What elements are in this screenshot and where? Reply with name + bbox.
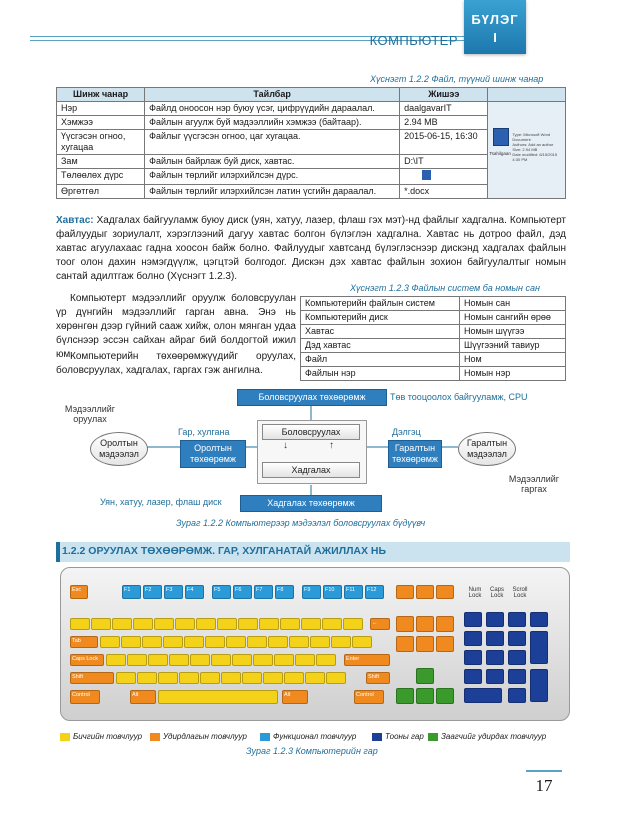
- legend-label: Тооны гар: [385, 732, 424, 741]
- store-box: Хадгалах: [262, 462, 360, 478]
- typing-key: [238, 618, 258, 630]
- legend-label: Функционал товчлуур: [273, 732, 357, 741]
- file-properties-screenshot: [488, 102, 566, 199]
- table-cell: 2015-06-15, 16:30: [400, 130, 488, 155]
- table-header-cell-empty: [488, 88, 566, 102]
- table-cell: Шүүгээний тавиур: [460, 339, 566, 353]
- right-shift-key: Shift: [366, 672, 390, 684]
- typing-key: [247, 636, 267, 648]
- typing-key: [295, 654, 315, 666]
- backspace-key: ←: [370, 618, 390, 630]
- storage-device-box: Хадгалах төхөөрөмж: [240, 495, 382, 512]
- typing-key: [211, 654, 231, 666]
- tab-key: Tab: [70, 636, 98, 648]
- left-shift-key: Shift: [70, 672, 114, 684]
- table-cell: Хавтас: [301, 325, 460, 339]
- filesystem-library-table: [300, 296, 566, 381]
- typing-key: [316, 654, 336, 666]
- page-number: 17: [526, 770, 562, 800]
- arrow-down-icon: ↓: [283, 440, 288, 451]
- table-cell: Номын сан: [460, 297, 566, 311]
- typing-key: [142, 636, 162, 648]
- table-cell: Файлын төрлийг илэрхийлсэн латин үсгийн дараалал.: [145, 185, 400, 199]
- left-control-key: Control: [70, 690, 100, 704]
- typing-key: [280, 618, 300, 630]
- numpad-key: [530, 631, 548, 664]
- legend-label: Бичгийн товчлуур: [73, 732, 143, 741]
- function-key: F11: [344, 585, 363, 599]
- function-key: F4: [185, 585, 204, 599]
- chapter-tab: [464, 0, 526, 54]
- typing-key: [163, 636, 183, 648]
- word-document-icon: [493, 128, 509, 146]
- function-key: F6: [233, 585, 252, 599]
- typing-key: [200, 672, 220, 684]
- caps-lock-key: Caps Lock: [70, 654, 104, 666]
- legend-label: Удирдлагын товчлуур: [163, 732, 247, 741]
- typing-key: [121, 636, 141, 648]
- output-device-box: Гаралтын төхөөрөмж: [388, 440, 442, 468]
- input-info-label: Мэдээллийг оруулах: [64, 404, 116, 424]
- table-header-cell: Жишээ: [400, 88, 488, 102]
- table-row: [301, 353, 566, 367]
- typing-key: [154, 618, 174, 630]
- file-properties-table: [56, 87, 566, 199]
- numpad-key: [508, 669, 526, 684]
- folder-definition: Хадгалах байгууламж буюу диск (уян, хатуу, лазер, флаш гэх мэт)-нд файлыг хадгална. Компьютерт файлуудыг зориулалт, хэрэглээний дагуу хавтас болгон бүлэглэн хадгална. Хавтас нь дотроо файл, дэд хавтас агуулахаас гадна хоосон байж болно. Файлуудыг хавтсанд бүлэглэснээр дискэнд хадгалах файлын тоог олон дахин нэмэгдүүлж, цэгцтэй болгодог. Дискэн дэх хавтас файлын зохион байгуулалтыг номын сантай адилтгаж болно (Хүснэгт 1.2.3).: [56, 215, 566, 282]
- typing-key: [133, 618, 153, 630]
- function-key: F5: [212, 585, 231, 599]
- typing-key: [196, 618, 216, 630]
- typing-key: [116, 672, 136, 684]
- table1-caption: Хүснэгт 1.2.2 Файл, түүний шинж чанар: [370, 74, 544, 84]
- legend-swatch: [60, 733, 70, 741]
- keyboard-caption: Зураг 1.2.3 Компьютерийн гар: [246, 746, 378, 756]
- typing-key: [284, 672, 304, 684]
- arrow-up-key: [416, 668, 434, 684]
- numpad-key: [464, 688, 502, 703]
- numpad-key: [530, 612, 548, 627]
- table-cell: 2.94 MB: [400, 116, 488, 130]
- typing-key: [310, 636, 330, 648]
- space-key: [158, 690, 278, 704]
- table-cell: Ном: [460, 353, 566, 367]
- function-key: F9: [302, 585, 321, 599]
- numpad-key: [486, 669, 504, 684]
- typing-key: [100, 636, 120, 648]
- table-cell: Номын сангийн өрөө: [460, 311, 566, 325]
- screenshot-line: Authors: Add an author: [512, 142, 554, 147]
- table-cell: Төлөөлөх дүрс: [57, 169, 145, 185]
- editing-key: [416, 616, 434, 632]
- numpad-key: [464, 631, 482, 646]
- typing-key: [226, 636, 246, 648]
- folder-paragraph: [56, 214, 566, 284]
- typing-key: [158, 672, 178, 684]
- table-header-row: [57, 88, 566, 102]
- typing-key: [331, 636, 351, 648]
- chapter-number: I: [493, 30, 497, 45]
- folder-term: Хавтас:: [56, 215, 94, 226]
- screenshot-line: Size: 2.94 MB: [512, 147, 538, 152]
- table-cell: D:\IT: [400, 155, 488, 169]
- typing-key: [322, 618, 342, 630]
- numpad-key: [464, 650, 482, 665]
- editing-key: [396, 636, 414, 652]
- legend-swatch: [428, 733, 438, 741]
- typing-key: [268, 636, 288, 648]
- lock-indicators: [466, 587, 530, 599]
- typing-key: [127, 654, 147, 666]
- table-cell: Файлын төрлийг илэрхийлсэн дүрс.: [145, 169, 400, 185]
- process-box: Боловсруулах: [262, 424, 360, 440]
- table-cell: Номын шүүгээ: [460, 325, 566, 339]
- numpad-key: [530, 669, 548, 702]
- table-cell: Компьютерийн файлын систем: [301, 297, 460, 311]
- table-cell: Компьютерийн диск: [301, 311, 460, 325]
- legend-swatch: [260, 733, 270, 741]
- table-cell: Зам: [57, 155, 145, 169]
- table-row: [301, 325, 566, 339]
- table-cell: Файлыг үүсгэсэн огноо, цаг хугацаа.: [145, 130, 400, 155]
- legend-label: Заагчийг удирдах товчлуур: [441, 732, 547, 741]
- arrow-up-icon: ↑: [329, 440, 334, 451]
- numpad-key: [508, 688, 526, 703]
- esc-key: Esc: [70, 585, 88, 599]
- storage-device-note: Уян, хатуу, лазер, флаш диск: [100, 497, 222, 507]
- typing-key: [70, 618, 90, 630]
- table-row: [301, 297, 566, 311]
- input-device-note: Гар, хулгана: [178, 427, 230, 437]
- screenshot-line: Type: Microsoft Word Document: [512, 132, 551, 142]
- section-heading: 1.2.2 ОРУУЛАХ ТӨХӨӨРӨМЖ. ГАР, ХУЛГАНАТАЙ АЖИЛЛАХ НЬ: [62, 545, 387, 557]
- typing-key: [137, 672, 157, 684]
- table-row: [301, 311, 566, 325]
- input-data-ellipse: Оролтын мэдээлэл: [90, 432, 148, 466]
- function-key: F2: [143, 585, 162, 599]
- system-key: [396, 585, 414, 599]
- output-device-note: Дэлгэц: [392, 427, 421, 437]
- scroll-lock-indicator: Scroll Lock: [512, 587, 528, 599]
- table-cell: Үүсгэсэн огноо, хугацаа: [57, 130, 145, 155]
- typing-key: [259, 618, 279, 630]
- right-alt-key: Alt: [282, 690, 308, 704]
- typing-key: [184, 636, 204, 648]
- numpad-key: [486, 631, 504, 646]
- table-cell: Файлд оноосон нэр буюу үсэг, цифрүүдийн дараалал.: [145, 102, 400, 116]
- function-key: F10: [323, 585, 342, 599]
- table2-caption: Хүснэгт 1.2.3 Файлын систем ба номын сан: [350, 283, 540, 293]
- typing-key: [305, 672, 325, 684]
- chapter-label: БҮЛЭГ: [471, 12, 519, 27]
- system-key: [416, 585, 434, 599]
- typing-key: [274, 654, 294, 666]
- table-cell: Номын нэр: [460, 367, 566, 381]
- function-key: F3: [164, 585, 183, 599]
- left-alt-key: Alt: [130, 690, 156, 704]
- table-cell: Өргөтгөл: [57, 185, 145, 199]
- table-cell: Нэр: [57, 102, 145, 116]
- editing-key: [396, 616, 414, 632]
- screenshot-line: Date modified: 6/15/2015 4:30 PM: [512, 152, 558, 162]
- table-header-cell: Тайлбар: [145, 88, 400, 102]
- legend-swatch: [372, 733, 382, 741]
- function-key: F7: [254, 585, 273, 599]
- arrow-right-key: [436, 688, 454, 704]
- word-file-icon: [422, 170, 431, 180]
- typing-key: [91, 618, 111, 630]
- right-control-key: Control: [354, 690, 384, 704]
- function-key: F8: [275, 585, 294, 599]
- processing-device-box: Боловсруулах төхөөрөмж: [237, 389, 387, 406]
- table-cell: Хэмжээ: [57, 116, 145, 130]
- typing-key: [301, 618, 321, 630]
- num-lock-indicator: Num Lock: [468, 587, 482, 599]
- typing-key: [343, 618, 363, 630]
- editing-key: [436, 616, 454, 632]
- typing-key: [217, 618, 237, 630]
- table-header-cell: Шинж чанар: [57, 88, 145, 102]
- device-classification-paragraph: Компьютерийн төхөөрөмжүүдийг оруулах, боловсруулах, хадгалах, гаргах гэж ангилна.: [56, 351, 296, 376]
- typing-key: [326, 672, 346, 684]
- arrow-left-key: [396, 688, 414, 704]
- diagram-caption: Зураг 1.2.2 Компьютерээр мэдээлэл боловсруулах бүдүүвч: [176, 518, 426, 528]
- table-cell: Файлын агуулж буй мэдээллийн хэмжээ (байтаар).: [145, 116, 400, 130]
- table-cell: Дэд хавтас: [301, 339, 460, 353]
- table-cell: *.docx: [400, 185, 488, 199]
- editing-key: [416, 636, 434, 652]
- editing-key: [436, 636, 454, 652]
- typing-key: [253, 654, 273, 666]
- table-cell: Файлын байрлаж буй диск, хавтас.: [145, 155, 400, 169]
- typing-key: [352, 636, 372, 648]
- numpad-key: [508, 631, 526, 646]
- typing-key: [112, 618, 132, 630]
- table-row: [57, 102, 566, 116]
- table-row: [301, 339, 566, 353]
- screenshot-icon-label: Tsahilgaan: [489, 151, 511, 156]
- enter-key: Enter: [344, 654, 390, 666]
- numpad-key: [464, 612, 482, 627]
- legend-swatch: [150, 733, 160, 741]
- function-key: F1: [122, 585, 141, 599]
- numpad-key: [486, 612, 504, 627]
- table-cell: daalgavarIT: [400, 102, 488, 116]
- typing-key: [148, 654, 168, 666]
- typing-key: [289, 636, 309, 648]
- arrow-down-key: [416, 688, 434, 704]
- function-key: F12: [365, 585, 384, 599]
- numpad-key: [508, 612, 526, 627]
- running-header-title: КОМПЬЮТЕР: [369, 33, 458, 48]
- typing-key: [106, 654, 126, 666]
- input-device-box: Оролтын төхөөрөмж: [180, 440, 246, 468]
- typing-key: [221, 672, 241, 684]
- table-cell: Файлын нэр: [301, 367, 460, 381]
- typing-key: [205, 636, 225, 648]
- typing-key: [190, 654, 210, 666]
- table-cell: Файл: [301, 353, 460, 367]
- numpad-key: [508, 650, 526, 665]
- typing-key: [175, 618, 195, 630]
- typing-key: [242, 672, 262, 684]
- typing-key: [263, 672, 283, 684]
- output-data-ellipse: Гаралтын мэдээлэл: [458, 432, 516, 466]
- typing-key: [179, 672, 199, 684]
- processing-device-note: Төв тооцоолох байгууламж, CPU: [390, 392, 528, 402]
- numpad-key: [486, 650, 504, 665]
- typing-key: [232, 654, 252, 666]
- io-paragraph: Компьютерт мэдээллийг оруулж боловсруулан үр дүнгийн мэдээллийг гарган авна. Энэ нь хөрөнгөн дээр гүйний сааж хийж, олон мянган удаа бүлснээр эссэн сайхан айраг бий болдогтой ижил юм.: [56, 293, 296, 360]
- system-key: [436, 585, 454, 599]
- typing-key: [169, 654, 189, 666]
- numpad-key: [464, 669, 482, 684]
- table-cell-icon: [400, 169, 488, 185]
- caps-lock-indicator: Caps Lock: [489, 587, 504, 599]
- output-info-label: Мэдээллийг гаргах: [508, 474, 560, 494]
- table-row: [301, 367, 566, 381]
